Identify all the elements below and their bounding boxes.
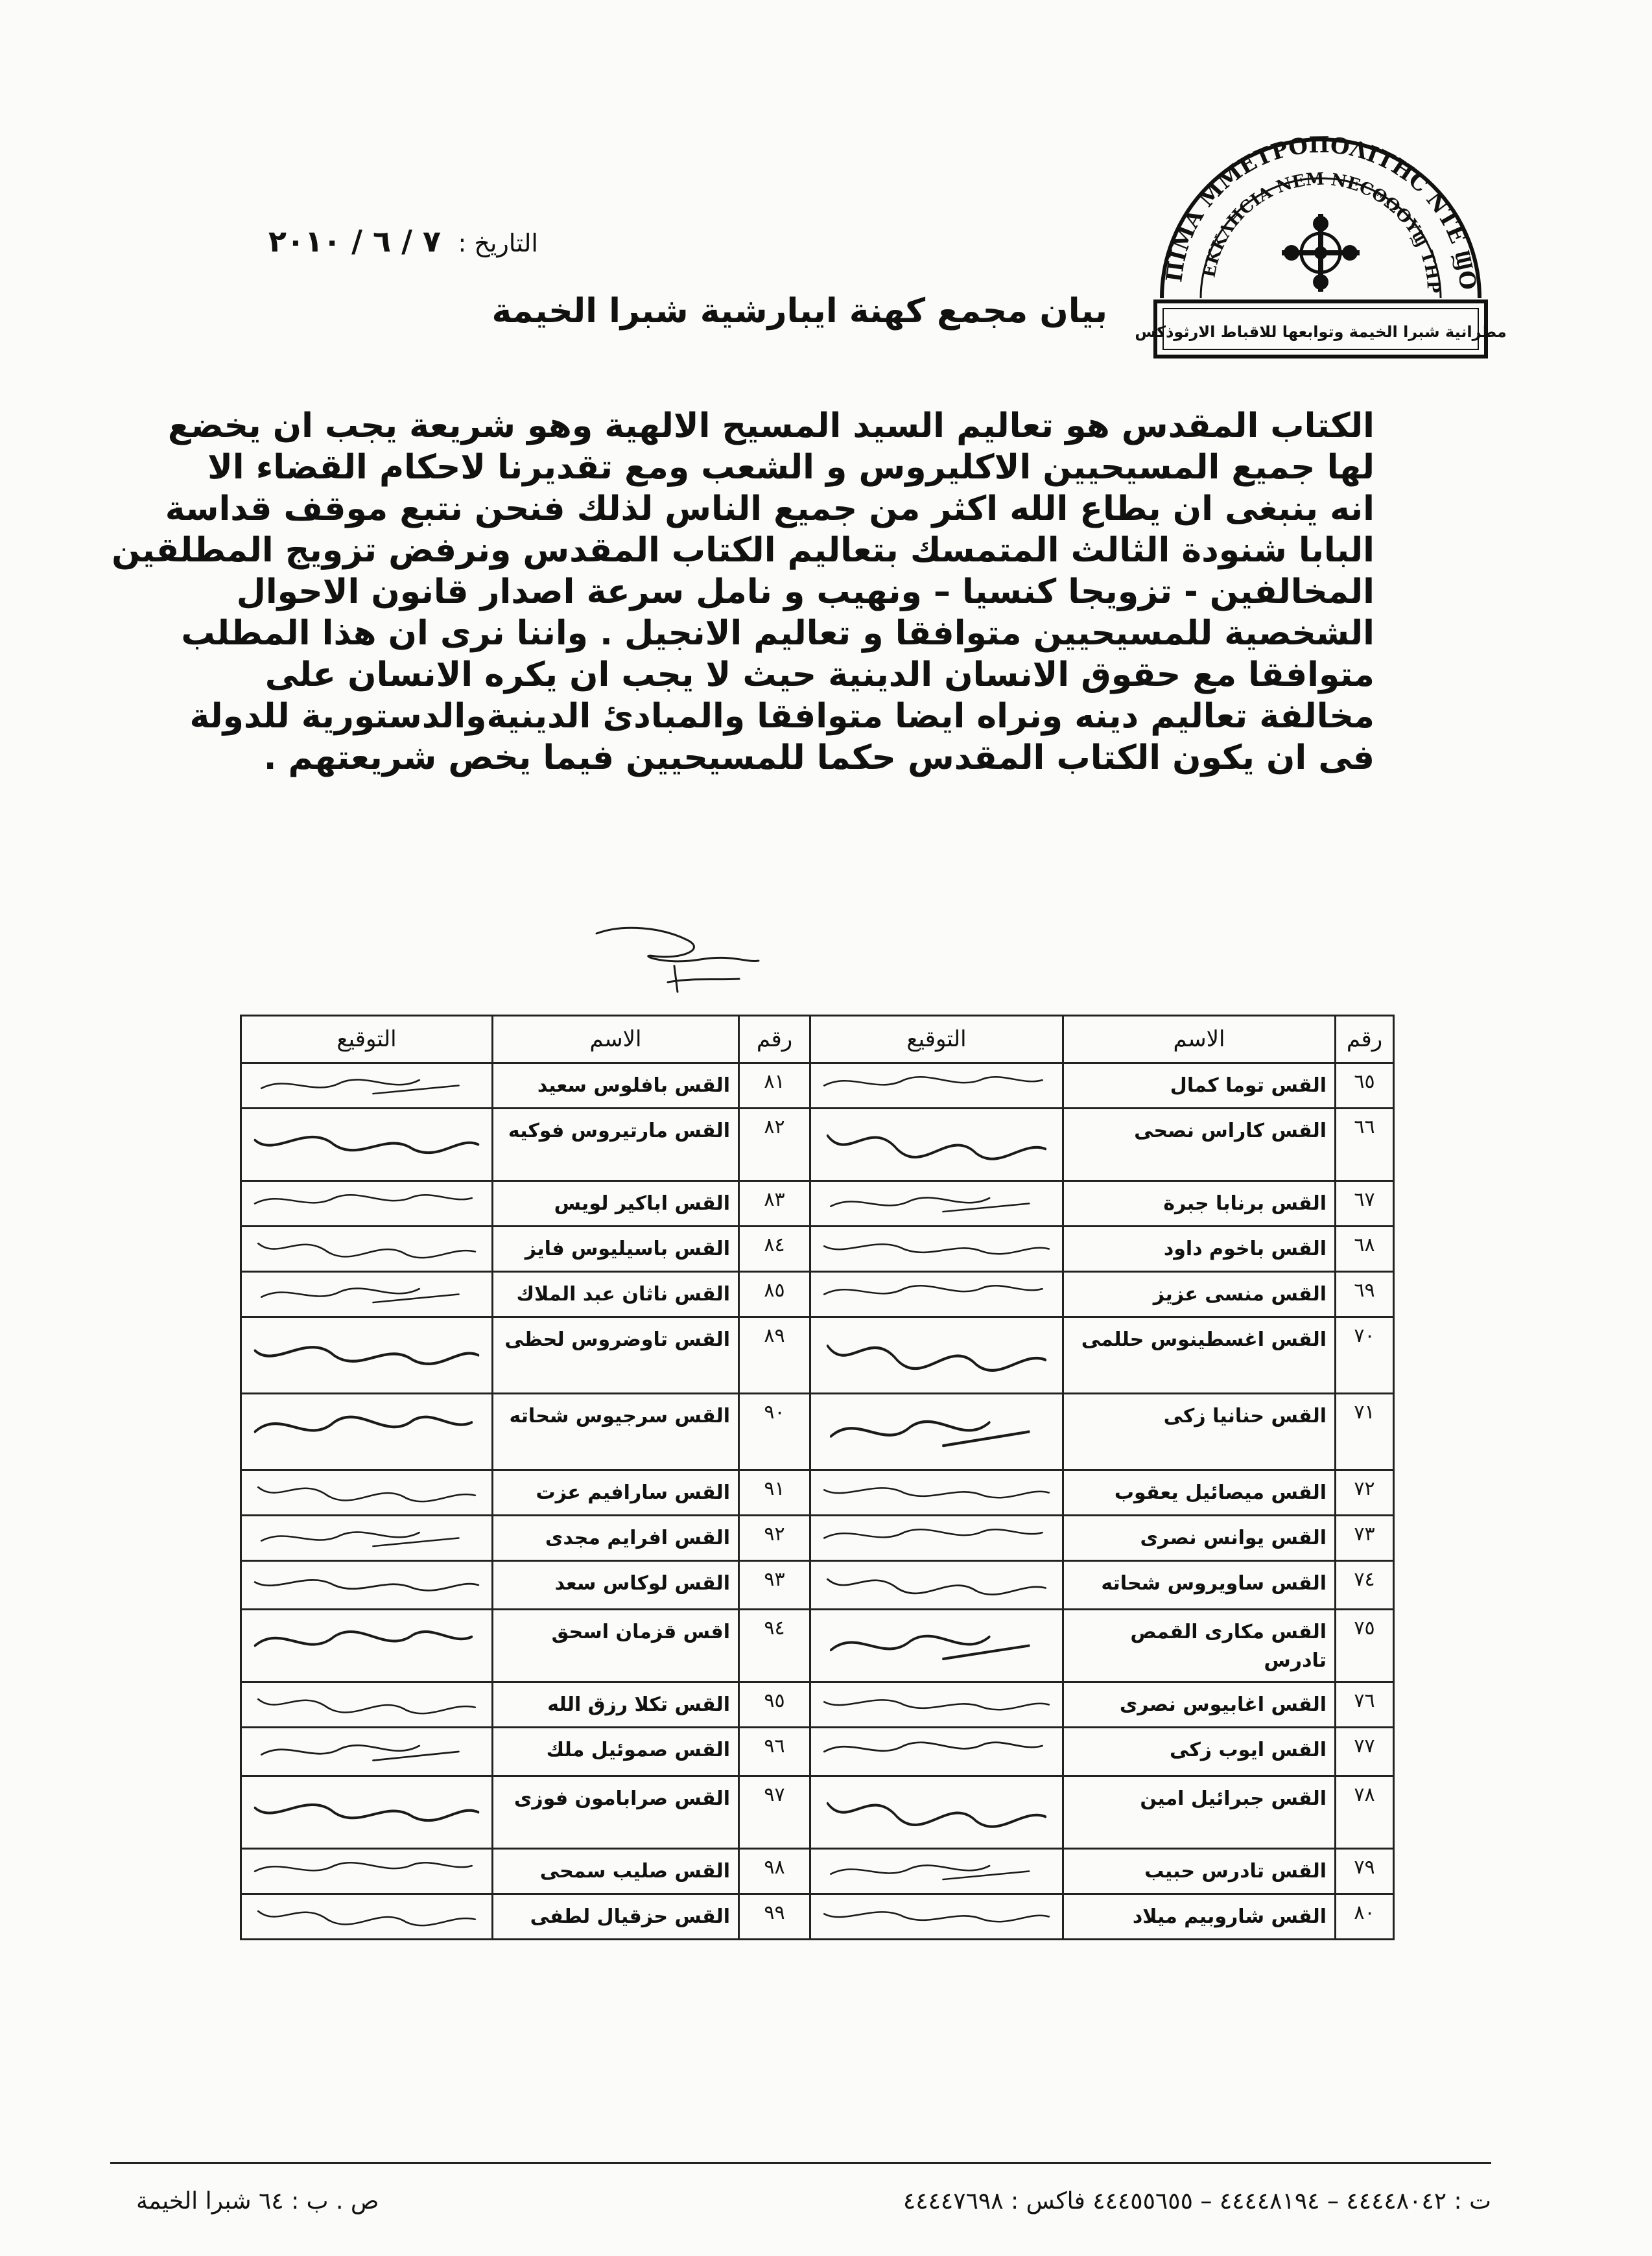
signature-cell [241,1181,493,1227]
row-number: ٧٣ [1336,1516,1394,1561]
handwritten-signature [811,1777,1062,1848]
handwritten-signature [811,1562,1062,1608]
footer-pobox: ص . ب : ٦٤ شبرا الخيمة [136,2188,379,2215]
signature-cell [241,1561,493,1610]
signature-cell [241,1272,493,1317]
table-row [241,1063,1394,1109]
header-num: رقم [1336,1016,1394,1063]
footer-divider [110,2162,1491,2164]
table-row [241,1728,1394,1776]
row-number: ٦٦ [1336,1109,1394,1181]
header-name: الاسم [493,1016,739,1063]
row-number: ٩٤ [739,1610,810,1682]
handwritten-signature [242,1064,491,1107]
table-row [241,1227,1394,1272]
signature-cell [810,1063,1063,1109]
row-number: ٧٦ [1336,1682,1394,1728]
footer [110,2188,1491,2227]
signature-cell [810,1227,1063,1272]
table-row [241,1561,1394,1610]
priest-name: القس حزقيال لطفى [493,1894,739,1940]
body-line: لها جميع المسيحيين الاكليروس و الشعب ومع تقديرنا لاحكام القضاء الا [207,448,1375,487]
signature-cell [810,1682,1063,1728]
table-row [241,1610,1394,1682]
handwritten-signature [811,1318,1062,1392]
handwritten-signature [242,1318,491,1392]
handwritten-signature [242,1394,491,1469]
row-number: ٩٧ [739,1776,810,1849]
signature-cell [810,1109,1063,1181]
signatures-table [240,1015,1395,1940]
handwritten-signature [811,1182,1062,1225]
row-number: ٩٣ [739,1561,810,1610]
body-line: انه ينبغى ان يطاع الله اكثر من جميع الناس لذلك فنحن نتبع موقف قداسة [165,489,1375,528]
row-number: ٨١ [739,1063,810,1109]
priest-name: القس يوانس نصرى [1063,1516,1336,1561]
priest-name: القس ساويروس شحاته [1063,1561,1336,1610]
signature-cell [241,1728,493,1776]
handwritten-signature [242,1728,491,1775]
priest-name: القس مارتيروس فوكيه [493,1109,739,1181]
row-number: ٩٥ [739,1682,810,1728]
table-row [241,1272,1394,1317]
signature-cell [810,1394,1063,1470]
priest-name: القس تادرس حبيب [1063,1849,1336,1894]
signature-cell [241,1227,493,1272]
priest-name: القس اغسطينوس حللمى [1063,1317,1336,1394]
priest-name: القس سارافيم عزت [493,1470,739,1516]
handwritten-signature [811,1683,1062,1726]
signature-cell [810,1849,1063,1894]
priest-name: القس ناثان عبد الملاك [493,1272,739,1317]
row-number: ٩٩ [739,1894,810,1940]
row-number: ٧٨ [1336,1776,1394,1849]
date-label: التاريخ : [458,229,538,257]
row-number: ٨٥ [739,1272,810,1317]
handwritten-signature [242,1227,491,1271]
row-number: ٧٥ [1336,1610,1394,1682]
handwritten-signature [811,1516,1062,1560]
handwritten-signature [811,1728,1062,1775]
row-number: ٩٢ [739,1516,810,1561]
priest-name: القس اباكير لويس [493,1181,739,1227]
document-title: بيان مجمع كهنة ايبارشية شبرا الخيمة [491,292,1107,331]
table-row [241,1516,1394,1561]
handwritten-signature [242,1610,491,1681]
priest-name: القس منسى عزيز [1063,1272,1336,1317]
signature-cell [810,1516,1063,1561]
row-number: ٦٧ [1336,1181,1394,1227]
signature-cell [810,1610,1063,1682]
priest-name: اقس قزمان اسحق [493,1610,739,1682]
signature-cell [810,1181,1063,1227]
row-number: ٦٩ [1336,1272,1394,1317]
row-number: ٨٤ [739,1227,810,1272]
row-number: ٨٢ [739,1109,810,1181]
row-number: ٩٦ [739,1728,810,1776]
table-row [241,1394,1394,1470]
signature-cell [241,1063,493,1109]
handwritten-signature [811,1227,1062,1271]
handwritten-signature [811,1471,1062,1514]
row-number: ٧٠ [1336,1317,1394,1394]
table-header-row [241,1016,1394,1063]
priest-name: القس صليب سمحى [493,1849,739,1894]
handwritten-signature [242,1516,491,1560]
handwritten-signature [242,1562,491,1608]
signature-cell [241,1682,493,1728]
handwritten-signature [811,1394,1062,1469]
handwritten-signature [811,1064,1062,1107]
row-number: ٧١ [1336,1394,1394,1470]
signature-cell [810,1470,1063,1516]
handwritten-signature [811,1895,1062,1938]
header-signature: التوقيع [810,1016,1063,1063]
handwritten-signature [242,1182,491,1225]
body-line: مخالفة تعاليم دينه ونراه ايضا متوافقا والمبادئ الدينيةوالدستورية للدولة [189,697,1375,736]
svg-text:مطرانية شبرا الخيمة وتوابعها ل: مطرانية شبرا الخيمة وتوابعها للاقباط الارثوذكس [1136,323,1505,341]
priest-name: القس باخوم داود [1063,1227,1336,1272]
table-row [241,1317,1394,1394]
row-number: ٧٢ [1336,1470,1394,1516]
diocese-seal [1136,123,1505,370]
row-number: ٦٨ [1336,1227,1394,1272]
priest-name: القس شاروبيم ميلاد [1063,1894,1336,1940]
signature-cell [810,1317,1063,1394]
signature-cell [241,1109,493,1181]
signature-cell [241,1849,493,1894]
body-line: المخالفين - تزويجا كنسيا – ونهيب و نامل سرعة اصدار قانون الاحوال [236,572,1375,611]
row-number: ٩٠ [739,1394,810,1470]
signature-cell [241,1894,493,1940]
signature-cell [810,1272,1063,1317]
handwritten-signature [242,1895,491,1938]
body-line: متوافقا مع حقوق الانسان الدينية حيث لا يجب ان يكره الانسان على [265,655,1375,694]
signature-cell [241,1516,493,1561]
date-value: ٧ / ٦ / ٢٠١٠ [268,224,441,259]
body-line: الشخصية للمسيحيين متوافقا و تعاليم الانجيل . واننا نرى ان هذا المطلب [181,614,1375,653]
priest-name: القس تكلا رزق الله [493,1682,739,1728]
table-row [241,1470,1394,1516]
priest-name: القس سرجيوس شحاته [493,1394,739,1470]
signature-cell [241,1610,493,1682]
svg-text:ΕΚΚΛΗϹΙΑ ΝΕΜ ΝΕϹΘΩΟΥϢ ΤΗΡΟΥ: ΕΚΚΛΗϹΙΑ ΝΕΜ ΝΕϹΘΩΟΥϢ ΤΗΡ [1199,169,1443,294]
priest-name: القس توما كمال [1063,1063,1336,1109]
handwritten-signature [242,1850,491,1893]
date-row [175,224,538,269]
signature-cell [241,1776,493,1849]
table-row [241,1894,1394,1940]
priest-name: القس حنانيا زكى [1063,1394,1336,1470]
signature-cell [810,1776,1063,1849]
priest-name: القس برنابا جبرة [1063,1181,1336,1227]
handwritten-signature [811,1109,1062,1180]
body-line: البابا شنودة الثالث المتمسك بتعاليم الكتاب المقدس ونرفض تزويج المطلقين [112,531,1375,570]
priest-name: القس مكارى القمص تادرس [1063,1610,1336,1682]
handwritten-signature [242,1777,491,1848]
row-number: ٦٥ [1336,1063,1394,1109]
row-number: ٧٧ [1336,1728,1394,1776]
handwritten-signature [811,1610,1062,1681]
priest-name: القس صرابامون فوزى [493,1776,739,1849]
row-number: ٧٩ [1336,1849,1394,1894]
handwritten-signature [242,1683,491,1726]
header-name: الاسم [1063,1016,1336,1063]
body-line: فى ان يكون الكتاب المقدس حكما للمسيحيين فيما يخص شريعتهم . [263,738,1375,777]
priest-name: القس اغابيوس نصرى [1063,1682,1336,1728]
header-num: رقم [739,1016,810,1063]
main-signature [584,921,778,998]
table-row [241,1776,1394,1849]
table-row [241,1849,1394,1894]
row-number: ٨٠ [1336,1894,1394,1940]
priest-name: القس بافلوس سعيد [493,1063,739,1109]
row-number: ٩٨ [739,1849,810,1894]
row-number: ٨٣ [739,1181,810,1227]
row-number: ٩١ [739,1470,810,1516]
priest-name: القس ايوب زكى [1063,1728,1336,1776]
priest-name: القس باسيليوس فايز [493,1227,739,1272]
handwritten-signature [811,1273,1062,1316]
table-row [241,1682,1394,1728]
row-number: ٨٩ [739,1317,810,1394]
handwritten-signature [242,1109,491,1180]
header-signature: التوقيع [241,1016,493,1063]
signature-cell [241,1317,493,1394]
handwritten-signature [811,1850,1062,1893]
signature-cell [810,1561,1063,1610]
priest-name: القس تاوضروس لحظى [493,1317,739,1394]
priest-name: القس كاراس نصحى [1063,1109,1336,1181]
priest-name: القس لوكاس سعد [493,1561,739,1610]
signature-cell [810,1894,1063,1940]
priest-name: القس جبرائيل امين [1063,1776,1336,1849]
svg-text:ΠΙΜΑ ΜΜΕΤΡΟΠΟΛΙΤΗС ΝΤΕ ϢΟΥΠΡΑ: ΠΙΜΑ ΜΜΕΤΡΟΠΟΛΙΤΗС ΝΤΕ ϢΟ [1161,132,1481,291]
priest-name: القس افرايم مجدى [493,1516,739,1561]
footer-phones: ت : ٤٤٤٤٨٠٤٢ – ٤٤٤٤٨١٩٤ – ٤٤٤٥٥٦٥٥ فاكس : ٤٤٤٤٧٦٩٨ [903,2188,1491,2215]
priest-name: القس ميصائيل يعقوب [1063,1470,1336,1516]
table-row [241,1181,1394,1227]
handwritten-signature [242,1273,491,1316]
table-row [241,1109,1394,1181]
body-line: الكتاب المقدس هو تعاليم السيد المسيح الالهية وهو شريعة يجب ان يخضع [167,406,1375,445]
signature-cell [810,1728,1063,1776]
row-number: ٧٤ [1336,1561,1394,1610]
statement-body [112,405,1375,779]
signature-cell [241,1394,493,1470]
signature-cell [241,1470,493,1516]
priest-name: القس صموئيل ملك [493,1728,739,1776]
handwritten-signature [242,1471,491,1514]
